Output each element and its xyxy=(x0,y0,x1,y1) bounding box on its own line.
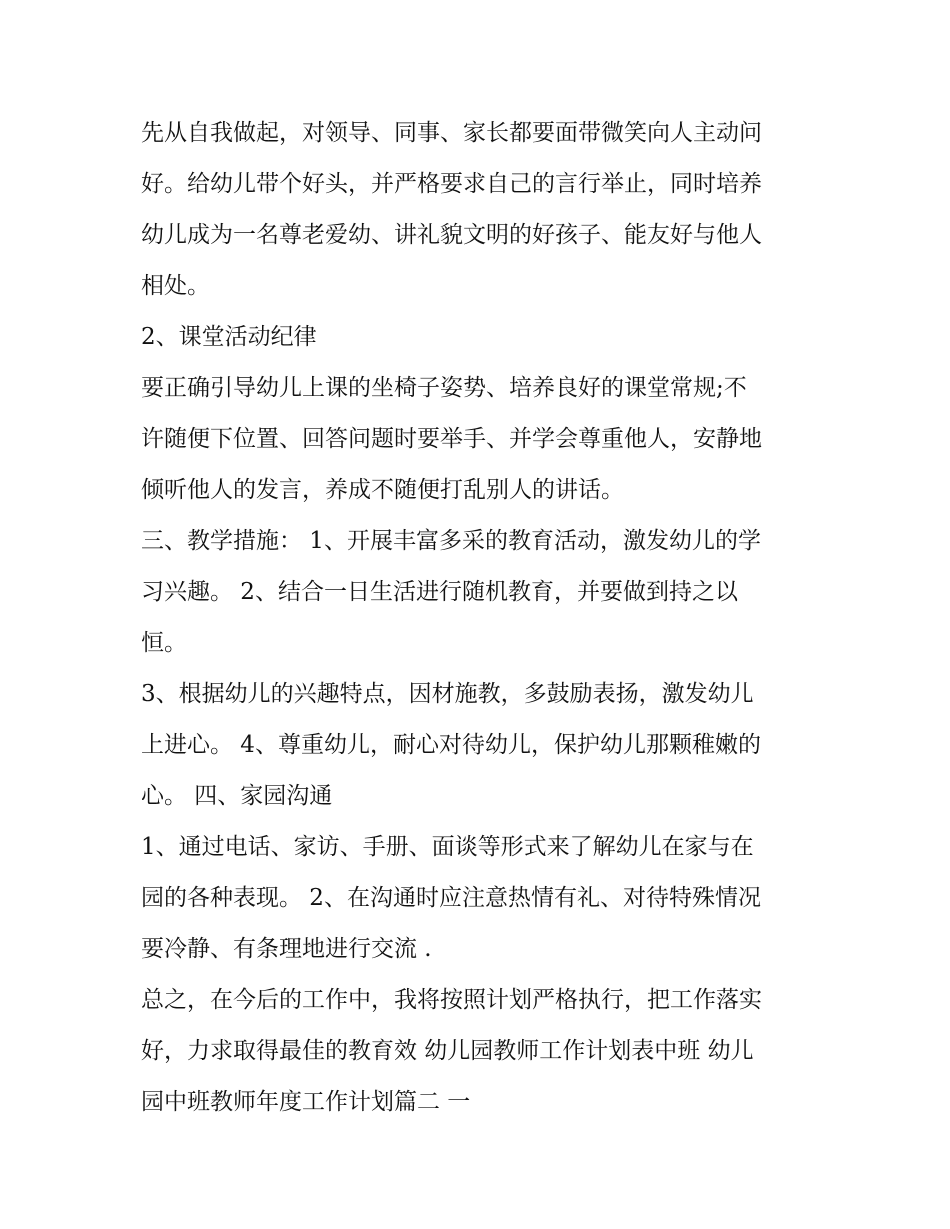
text-line: 上进心。 4、尊重幼儿，耐心对待幼儿，保护幼儿那颗稚嫩的 xyxy=(141,732,761,758)
text-line: 好。给幼儿带个好头，并严格要求自己的言行举止，同时培养 xyxy=(141,171,762,197)
text-line: 总之，在今后的工作中，我将按照计划严格执行，把工作落实 xyxy=(141,987,762,1013)
text-line: 幼儿成为一名尊老爱幼、讲礼貌文明的好孩子、能友好与他人 xyxy=(141,222,762,248)
text-line: 恒。 xyxy=(141,630,187,656)
text-line: 要冷静、有条理地进行交流 . xyxy=(141,936,432,962)
text-line: 园的各种表现。 2、在沟通时应注意热情有礼、对待特殊情况 xyxy=(141,885,761,911)
text-line: 先从自我做起，对领导、同事、家长都要面带微笑向人主动问 xyxy=(141,120,762,146)
text-line: 许随便下位置、回答问题时要举手、并学会尊重他人，安静地 xyxy=(141,426,762,452)
section-heading: 2、课堂活动纪律 xyxy=(141,324,317,350)
text-line: 相处。 xyxy=(141,273,210,299)
text-line: 要正确引导幼儿上课的坐椅子姿势、培养良好的课堂常规;不 xyxy=(141,375,747,401)
document-body xyxy=(141,108,821,1128)
text-line: 习兴趣。 2、结合一日生活进行随机教育，并要做到持之以 xyxy=(141,579,738,605)
text-line: 3、根据幼儿的兴趣特点，因材施教，多鼓励表扬，激发幼儿 xyxy=(141,681,754,707)
text-line: 园中班教师年度工作计划篇二 一 xyxy=(141,1089,471,1115)
text-line: 三、教学措施： 1、开展丰富多采的教育活动，激发幼儿的学 xyxy=(141,528,761,554)
text-line: 心。 四、家园沟通 xyxy=(141,783,333,809)
text-line: 倾听他人的发言，养成不随便打乱别人的讲话。 xyxy=(141,477,624,503)
text-line: 好，力求取得最佳的教育效 幼儿园教师工作计划表中班 幼儿 xyxy=(141,1038,754,1064)
text-line: 1、通过电话、家访、手册、面谈等形式来了解幼儿在家与在 xyxy=(141,834,754,860)
